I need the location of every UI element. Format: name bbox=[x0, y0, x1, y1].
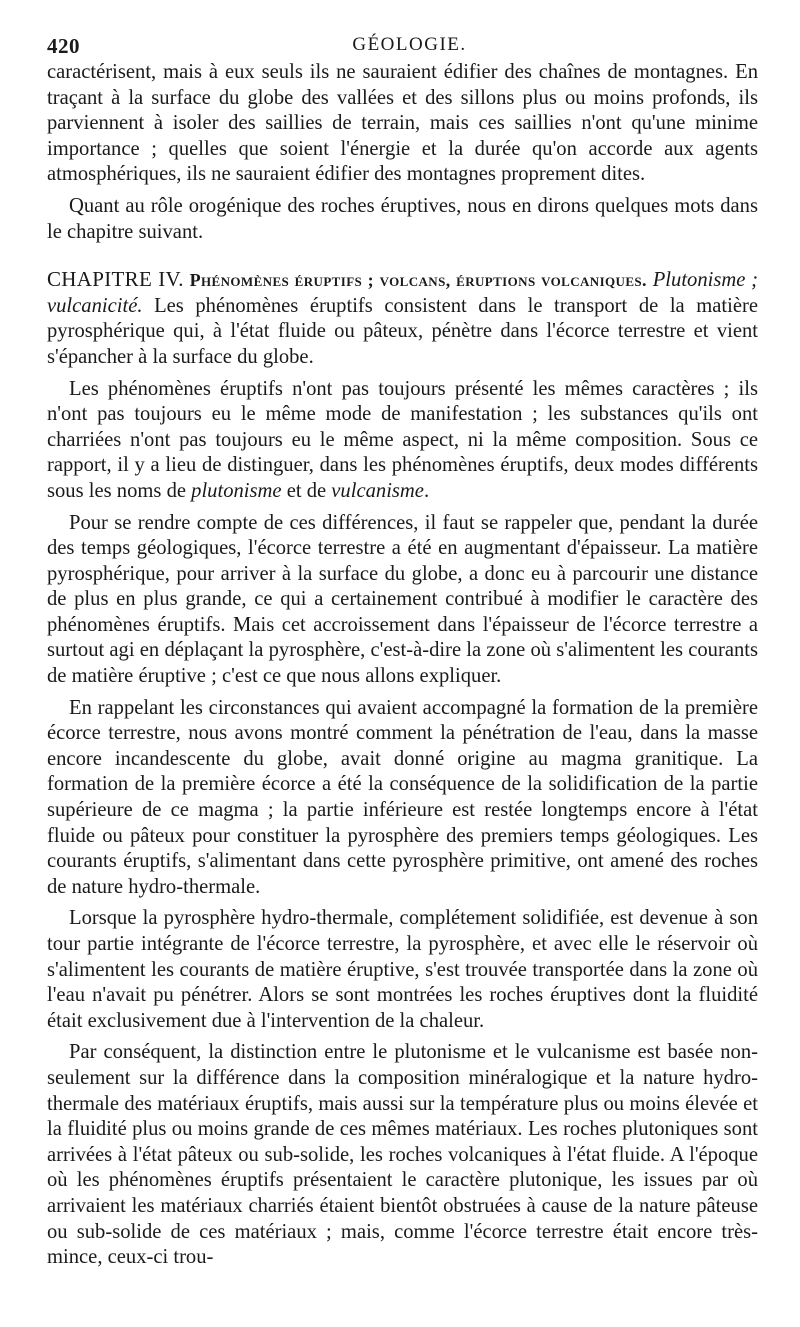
chapter-intro-text: Les phénomènes éruptifs consistent dans le transport de la matière pyrosphérique qui, à l'état fluide ou pâteux, pénètre dans l'écorce terrestre et vient s'épancher à la surface du globe. bbox=[47, 294, 758, 368]
italic-term: vulcanisme bbox=[331, 479, 424, 502]
paragraph-text: . bbox=[423, 479, 430, 502]
page-number: 420 bbox=[47, 34, 80, 58]
chapter-subtitle: Plutonisme ; vulcanicité. bbox=[47, 269, 759, 317]
paragraph-text: et de bbox=[281, 479, 332, 502]
paragraph: Quant au rôle orogénique des roches éruptives, nous en dirons quelques mots dans le chapitre suivant. bbox=[47, 194, 758, 243]
italic-term: plutonisme bbox=[191, 479, 282, 502]
chapter-label: CHAPITRE IV. bbox=[47, 267, 184, 292]
running-title: GÉOLOGIE. bbox=[352, 34, 467, 55]
page-header bbox=[47, 22, 758, 60]
paragraph-continuation: caractérisent, mais à eux seuls ils ne sauraient édifier des chaînes de montagnes. En traçant à la surface du globe des vallées et des sillons plus ou moins profonds, ils parviennent à isoler des saillies de terrain, mais ces saillies n'ont qu'une minime importance ; quelles que soient l'énergie et la durée qu'on accorde aux agents atmosphériques, ils ne sauraient édifier des montagnes proprement dites. bbox=[47, 61, 758, 186]
paragraph: Lorsque la pyrosphère hydro-thermale, complétement solidifiée, est devenue à son tour partie intégrante de l'écorce terrestre, la pyrosphère, et avec elle le réservoir où s'alimentent les courants de matière éruptive, s'est trouvée transportée dans la zone où l'eau n'avait pu pénétrer. Alors se sont montrées les roches éruptives dont la fluidité était exclusivement due à l'intervention de la chaleur. bbox=[47, 907, 758, 1032]
paragraph bbox=[47, 377, 758, 505]
paragraph: Pour se rendre compte de ces différences, il faut se rappeler que, pendant la durée des temps géologiques, l'écorce terrestre a été en augmentant d'épaisseur. La matière pyrosphérique, pour arriver à la surface du globe, a donc eu à parcourir une distance de plus en plus grande, ce qui a certainement contribué à modifier le caractère des phénomènes éruptifs. Mais cet accroissement dans l'épaisseur de l'écorce terrestre a surtout agi en déplaçant la pyrosphère, c'est-à-dire la zone où s'alimentent les courants de matière éruptive ; c'est ce que nous allons expliquer. bbox=[47, 511, 758, 688]
chapter-title: Phénomènes éruptifs ; volcans, éruptions volcaniques. bbox=[189, 270, 647, 291]
paragraph-text: Les phénomènes éruptifs n'ont pas toujours présenté les mêmes caractères ; ils n'ont pas toujours eu le même mode de manifestation ; les substances qu'ils ont charriées n'ont pas toujours eu le même aspect, ni la même composition. Sous ce rapport, il y a lieu de distinguer, dans les phénomènes éruptifs, deux modes différents sous les noms de bbox=[47, 377, 758, 502]
paragraph: Par conséquent, la distinction entre le plutonisme et le vulcanisme est basée non-seulement sur la différence dans la composition minéralogique et la nature hydro-thermale des matériaux éruptifs, mais aussi sur la température plus ou moins élevée et la fluidité plus ou moins grande de ces mêmes matériaux. Les roches plutoniques sont arrivées à l'état pâteux ou sub-solide, les roches volcaniques à l'état fluide. A l'époque où les phénomènes éruptifs présentaient le caractère plutonique, les issues par où arrivaient les matériaux charriés étaient bientôt obstruées à cause de la nature pâteuse ou sub-solide de ces matériaux ; mais, comme l'écorce terrestre était encore très-mince, ceux-ci trou- bbox=[47, 1041, 758, 1269]
body-text bbox=[47, 60, 758, 1271]
chapter-heading-paragraph bbox=[47, 267, 758, 370]
paragraph: En rappelant les circonstances qui avaient accompagné la formation de la première écorce terrestre, nous avons montré comment la pénétration de l'eau, dans la masse encore incandescente du globe, avait donné origine au magma granitique. La formation de la première écorce a été la conséquence de la solidification de la partie supérieure de ce magma ; la partie inférieure est restée longtemps encore à l'état fluide ou pâteux pour constituer la pyrosphère des premiers temps géologiques. Les courants éruptifs, s'alimentant dans cette pyrosphère primitive, ont amené des roches de nature hydro-thermale. bbox=[47, 696, 758, 898]
